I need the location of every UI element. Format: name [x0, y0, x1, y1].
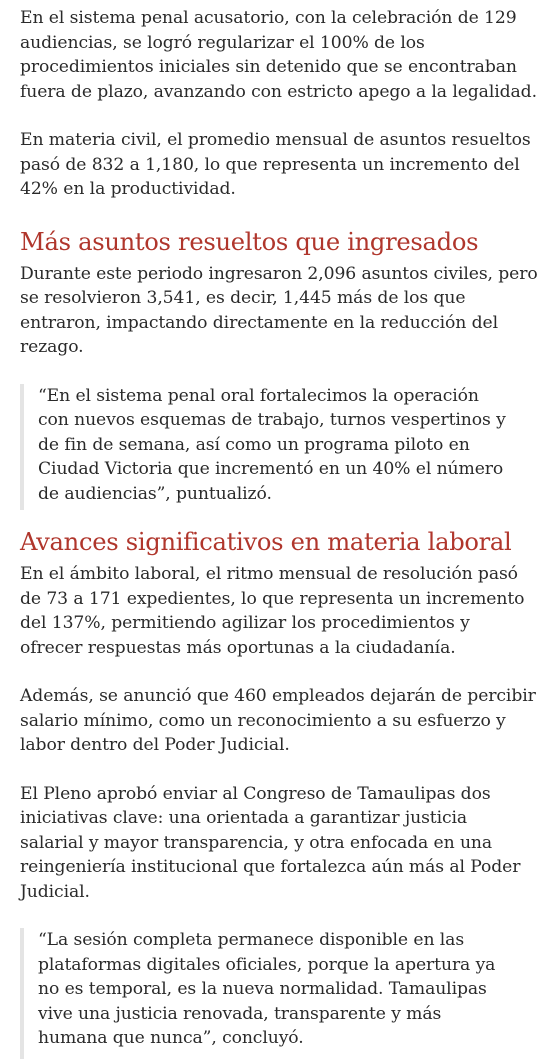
- text-line: rezago.: [20, 337, 84, 357]
- section-heading-materia-laboral: Avances significativos en materia laboral: [20, 528, 512, 556]
- text-line: labor dentro del Poder Judicial.: [20, 735, 290, 755]
- blockquote-penal-oral: [20, 384, 506, 511]
- paragraph-empleados: [20, 684, 536, 758]
- paragraph-ingresaron: [20, 262, 538, 360]
- quote-line: humana que nunca”, concluyó.: [38, 1028, 304, 1048]
- text-line: pasó de 832 a 1,180, lo que representa un incremento del: [20, 154, 520, 175]
- quote-line: plataformas digitales oficiales, porque la apertura ya: [38, 954, 496, 975]
- text-line: entraron, impactando directamente en la reducción del: [20, 312, 498, 333]
- text-line: se resolvieron 3,541, es decir, 1,445 más de los que: [20, 288, 466, 308]
- paragraph-pleno: [20, 782, 521, 905]
- quote-line: Ciudad Victoria que incrementó en un 40% el número: [38, 459, 504, 479]
- text-line: ofrecer respuestas más oportunas a la ciudadanía.: [20, 637, 456, 658]
- text-line: En el sistema penal acusatorio, con la celebración de 129: [20, 8, 517, 28]
- text-line: reingeniería institucional que fortalezca aún más al Poder: [20, 857, 521, 877]
- text-line: salarial y mayor transparencia, y otra enfocada en una: [20, 832, 493, 853]
- text-line: fuera de plazo, avanzando con estricto apego a la legalidad.: [20, 81, 537, 102]
- quote-line: “La sesión completa permanece disponible en las: [38, 930, 465, 950]
- quote-line: de fin de semana, así como un programa piloto en: [38, 434, 470, 455]
- text-line: Durante este periodo ingresaron 2,096 asuntos civiles, pero: [20, 263, 538, 284]
- text-line: En materia civil, el promedio mensual de asuntos resueltos: [20, 130, 531, 150]
- paragraph-penal-acusatorio: [20, 0, 537, 104]
- paragraph-materia-civil: [20, 128, 531, 202]
- quote-line: con nuevos esquemas de trabajo, turnos vespertinos y: [38, 410, 506, 430]
- blockquote-sesion-completa: [20, 928, 496, 1059]
- text-line: El Pleno aprobó enviar al Congreso de Tamaulipas dos: [20, 783, 491, 804]
- quote-line: “En el sistema penal oral fortalecimos la operación: [38, 385, 479, 406]
- text-line: audiencias, se logró regularizar el 100% de los: [20, 32, 425, 53]
- text-line: del 137%, permitiendo agilizar los procedimientos y: [20, 613, 470, 633]
- quote-line: no es temporal, es la nueva normalidad. Tamaulipas: [38, 979, 487, 999]
- text-line: salario mínimo, como un reconocimiento a su esfuerzo y: [20, 710, 506, 731]
- text-line: 42% en la productividad.: [20, 179, 236, 199]
- text-line: Además, se anunció que 460 empleados dejarán de percibir: [20, 686, 536, 706]
- section-heading-asuntos-resueltos: Más asuntos resueltos que ingresados: [20, 227, 479, 256]
- text-line: En el ámbito laboral, el ritmo mensual de resolución pasó: [20, 564, 518, 584]
- text-line: de 73 a 171 expedientes, lo que representa un incremento: [20, 588, 525, 609]
- text-line: Judicial.: [20, 881, 90, 902]
- text-line: procedimientos iniciales sin detenido que se encontraban: [20, 57, 517, 77]
- paragraph-ambito-laboral: [20, 562, 525, 660]
- quote-line: vive una justicia renovada, transparente y más: [38, 1003, 442, 1024]
- quote-line: de audiencias”, puntualizó.: [38, 483, 272, 504]
- text-line: iniciativas clave: una orientada a garantizar justicia: [20, 808, 468, 828]
